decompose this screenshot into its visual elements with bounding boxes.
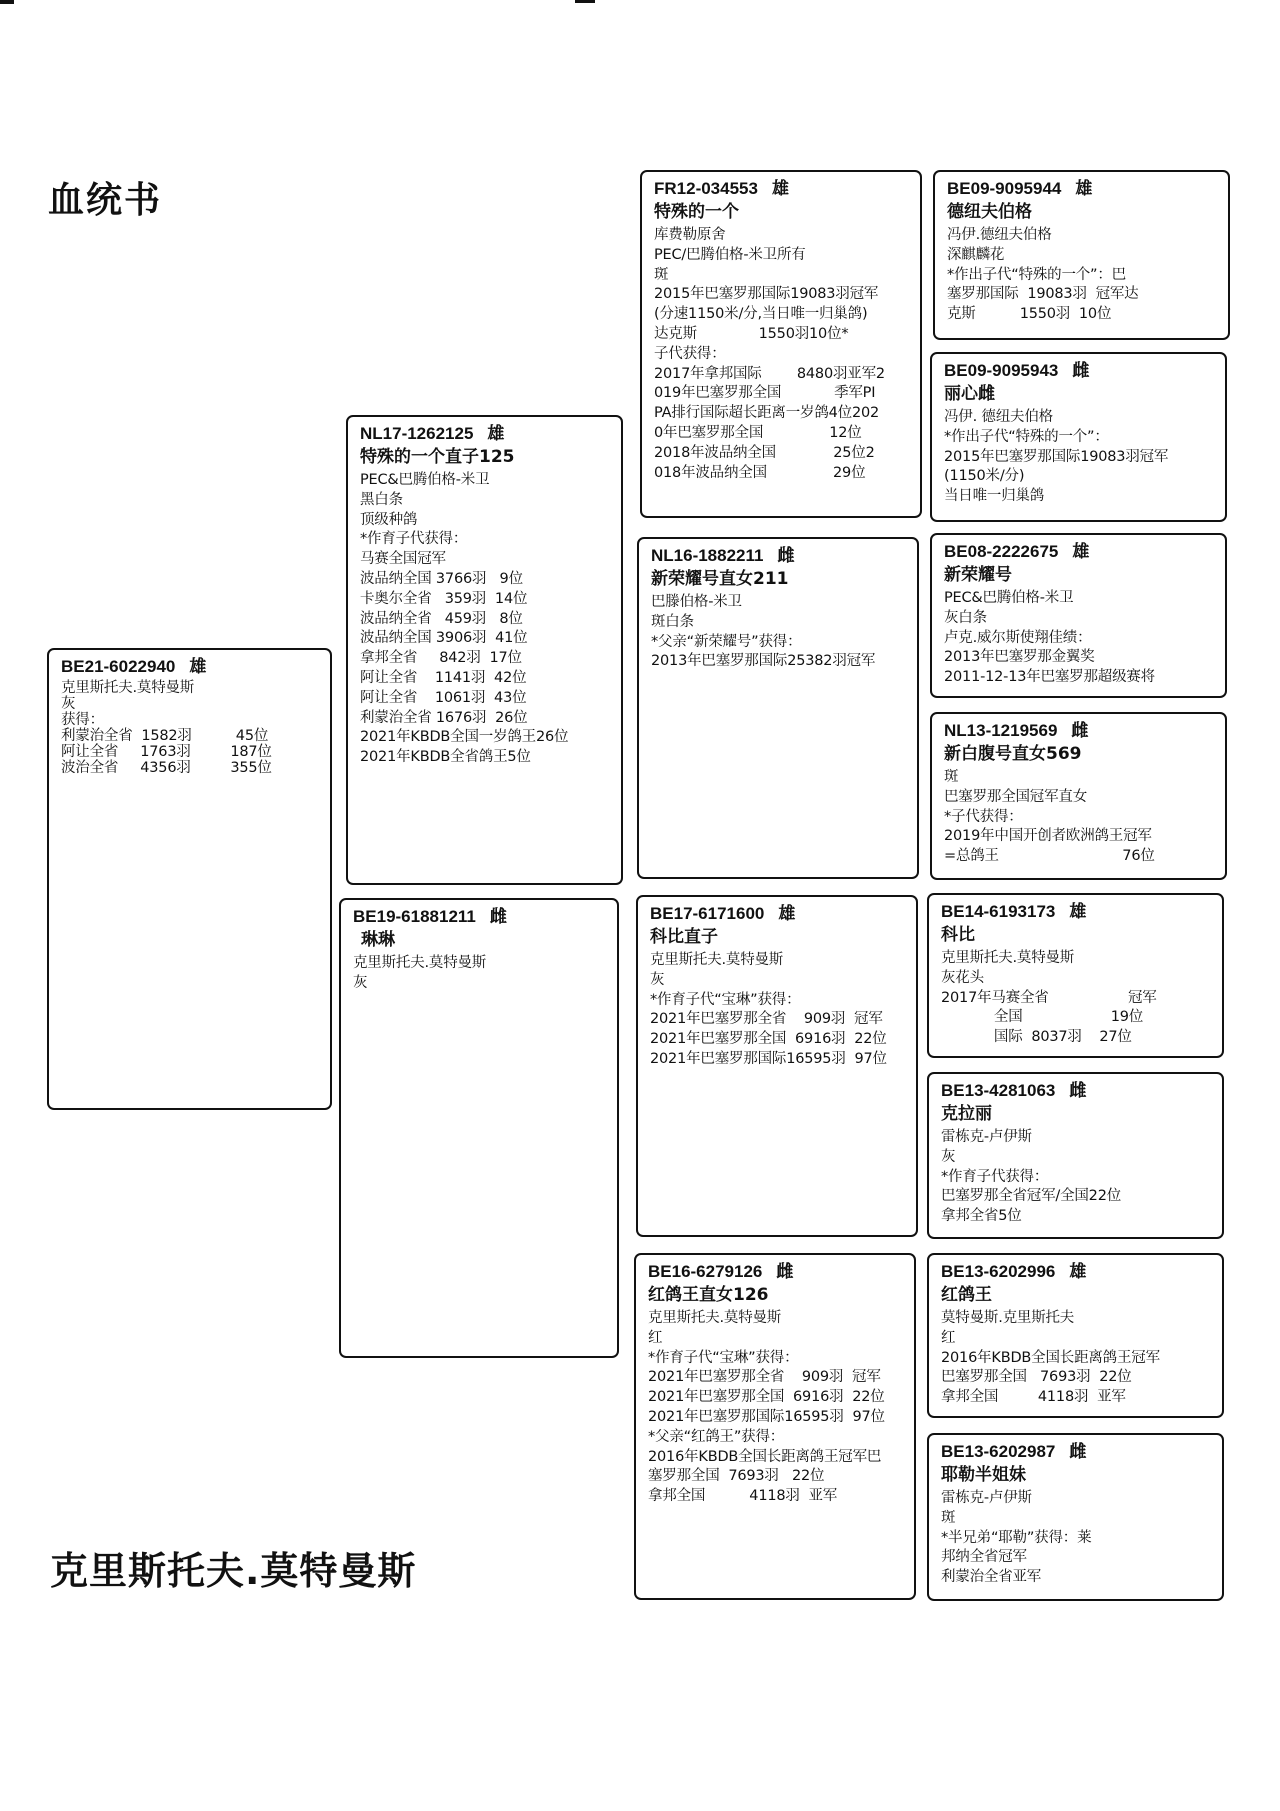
card-notes bbox=[650, 951, 906, 1070]
scan-mark bbox=[575, 0, 595, 3]
note-line: 阿让全省 1061羽 43位 bbox=[360, 689, 527, 706]
card-notes bbox=[944, 589, 1215, 688]
note-line: 2021年KBDB全省鸽王5位 bbox=[360, 749, 531, 766]
sex-label: 雌 bbox=[1072, 361, 1090, 380]
note-line: *作育子代“宝琳”获得： bbox=[648, 1349, 799, 1366]
card-header bbox=[651, 545, 907, 567]
card-header bbox=[944, 360, 1215, 382]
card-notes bbox=[61, 680, 320, 776]
card-header bbox=[944, 541, 1215, 563]
note-line: 2019年中国开创者欧洲鸽王冠军 bbox=[944, 828, 1152, 845]
card-notes bbox=[353, 954, 607, 994]
note-line: 塞罗那国际 19083羽 冠军达 bbox=[947, 286, 1139, 303]
card-header bbox=[941, 1080, 1212, 1102]
note-line: 雷栋克-卢伊斯 bbox=[941, 1490, 1032, 1506]
note-line: 2015年巴塞罗那国际19083羽冠军 bbox=[654, 286, 879, 303]
note-line: 利蒙治全省亚军 bbox=[941, 1569, 1042, 1586]
ring-number: BE13-4281063 bbox=[941, 1081, 1056, 1100]
pedigree-card-ggp-1 bbox=[933, 170, 1230, 340]
ring-number: FR12-034553 bbox=[654, 179, 758, 198]
note-line: 斑白条 bbox=[651, 613, 694, 630]
pedigree-card-ggp-7 bbox=[927, 1253, 1224, 1418]
bird-name: 红鸽王直女126 bbox=[648, 1285, 769, 1305]
pedigree-card-subject bbox=[47, 648, 332, 1110]
note-line: 冯伊.德纽夫伯格 bbox=[947, 227, 1052, 243]
pedigree-card-ggp-2 bbox=[930, 352, 1227, 522]
bird-name: 特殊的一个 bbox=[654, 202, 739, 222]
note-line: 利蒙治全省 1676羽 26位 bbox=[360, 709, 528, 726]
note-line: =总鸽王 76位 bbox=[944, 848, 1155, 865]
note-line: 2021年KBDB全国一岁鸽王26位 bbox=[360, 729, 569, 746]
note-line: 2021年巴塞罗那全国 6916羽 22位 bbox=[648, 1389, 885, 1406]
note-line: 利蒙治全省 1582羽 45位 bbox=[61, 728, 269, 744]
ring-number: BE09-9095944 bbox=[947, 179, 1062, 198]
note-line: 019年巴塞罗那全国 季军PI bbox=[654, 385, 876, 402]
note-line: 红 bbox=[941, 1329, 956, 1346]
card-notes bbox=[941, 1489, 1212, 1588]
note-line: 拿邦全国 4118羽 亚军 bbox=[648, 1488, 838, 1505]
note-line: 拿邦全省 842羽 17位 bbox=[360, 650, 522, 667]
sex-label: 雄 bbox=[189, 657, 207, 676]
note-line: 灰 bbox=[941, 1148, 956, 1165]
note-line: 国际 8037羽 27位 bbox=[941, 1029, 1132, 1046]
bird-name: 新白腹号直女569 bbox=[944, 744, 1082, 764]
note-line: 达克斯 1550羽10位* bbox=[654, 325, 849, 342]
sex-label: 雄 bbox=[778, 904, 796, 923]
note-line: 2018年波品纳全国 25位2 bbox=[654, 444, 875, 461]
pedigree-card-sire-sire bbox=[640, 170, 922, 518]
note-line: 巴塞罗那全国 7693羽 22位 bbox=[941, 1369, 1132, 1386]
note-line: 灰 bbox=[650, 971, 665, 988]
note-line: 获得： bbox=[61, 712, 104, 728]
pedigree-card-dam bbox=[339, 898, 619, 1358]
bird-name: 科比 bbox=[941, 925, 975, 945]
note-line: 库费勒原舍 bbox=[654, 227, 726, 243]
note-line: 塞罗那全国 7693羽 22位 bbox=[648, 1468, 825, 1485]
ring-number: BE13-6202987 bbox=[941, 1442, 1056, 1461]
ring-number: BE13-6202996 bbox=[941, 1262, 1056, 1281]
sex-label: 雌 bbox=[1069, 1081, 1087, 1100]
note-line: *父亲“新荣耀号”获得： bbox=[651, 633, 802, 650]
sex-label: 雄 bbox=[1075, 179, 1093, 198]
card-notes bbox=[648, 1309, 904, 1507]
note-line: 克里斯托夫.莫特曼斯 bbox=[941, 950, 1075, 966]
note-line: 2021年巴塞罗那国际16595羽 97位 bbox=[648, 1408, 885, 1425]
bird-name: 新荣耀号直女211 bbox=[651, 569, 789, 589]
card-notes bbox=[944, 768, 1215, 867]
note-line: 马赛全国冠军 bbox=[360, 551, 446, 568]
note-line: 顶级种鸽 bbox=[360, 511, 418, 528]
card-header bbox=[61, 656, 320, 678]
note-line: *半兄弟“耶勒”获得：莱 bbox=[941, 1529, 1092, 1546]
ring-number: BE19-61881211 bbox=[353, 907, 476, 926]
note-line: 斑 bbox=[944, 769, 959, 785]
note-line: 巴塞罗那全国冠军直女 bbox=[944, 788, 1087, 805]
note-line: 斑 bbox=[654, 266, 669, 283]
note-line: *作出子代“特殊的一个”：巴 bbox=[947, 266, 1126, 283]
ring-number: BE08-2222675 bbox=[944, 542, 1059, 561]
note-line: *父亲“红鸽王”获得： bbox=[648, 1428, 785, 1445]
note-line: 邦纳全省冠军 bbox=[941, 1549, 1027, 1566]
bird-name: 特殊的一个直子125 bbox=[360, 447, 515, 467]
ring-number: BE17-6171600 bbox=[650, 904, 765, 923]
note-line: 2017年马赛全省 冠军 bbox=[941, 989, 1157, 1006]
card-header bbox=[947, 178, 1218, 200]
sex-label: 雄 bbox=[1069, 902, 1087, 921]
sex-label: 雄 bbox=[771, 179, 789, 198]
note-line: 2021年巴塞罗那全省 909羽 冠军 bbox=[650, 1011, 883, 1028]
note-line: PA排行国际超长距离一岁鸽4位202 bbox=[654, 405, 880, 422]
bird-name: 德纽夫伯格 bbox=[947, 202, 1032, 222]
sex-label: 雌 bbox=[776, 1262, 794, 1281]
ring-number: NL16-1882211 bbox=[651, 546, 764, 565]
note-line: 拿邦全省5位 bbox=[941, 1208, 1022, 1225]
bird-name: 新荣耀号 bbox=[944, 565, 1012, 585]
card-header bbox=[360, 423, 611, 445]
note-line: 波品纳全国 3906羽 41位 bbox=[360, 630, 528, 647]
note-line: 灰 bbox=[61, 696, 76, 712]
sex-label: 雄 bbox=[1072, 542, 1090, 561]
note-line: 巴滕伯格-米卫 bbox=[651, 594, 742, 610]
pedigree-card-ggp-8 bbox=[927, 1433, 1224, 1601]
card-header bbox=[941, 1261, 1212, 1283]
note-line: 子代获得： bbox=[654, 345, 726, 362]
pedigree-card-sire bbox=[346, 415, 623, 885]
card-header bbox=[648, 1261, 904, 1283]
card-notes bbox=[651, 593, 907, 672]
ring-number: BE21-6022940 bbox=[61, 657, 176, 676]
note-line: *作出子代“特殊的一个”： bbox=[944, 428, 1109, 445]
card-header bbox=[353, 906, 607, 928]
note-line: (1150米/分) bbox=[944, 468, 1025, 485]
note-line: 2011-12-13年巴塞罗那超级赛将 bbox=[944, 669, 1155, 686]
card-notes bbox=[360, 471, 611, 768]
ring-number: BE14-6193173 bbox=[941, 902, 1056, 921]
card-notes bbox=[941, 1309, 1212, 1408]
card-header bbox=[941, 901, 1212, 923]
note-line: 卢克.威尔斯使翔佳绩： bbox=[944, 629, 1092, 646]
sex-label: 雌 bbox=[1069, 1442, 1087, 1461]
note-line: 克里斯托夫.莫特曼斯 bbox=[61, 680, 195, 696]
card-header bbox=[650, 903, 906, 925]
note-line: 拿邦全国 4118羽 亚军 bbox=[941, 1389, 1126, 1406]
note-line: 阿让全省 1141羽 42位 bbox=[360, 669, 527, 686]
note-line: 克斯 1550羽 10位 bbox=[947, 306, 1112, 323]
ring-number: NL17-1262125 bbox=[360, 424, 474, 443]
note-line: 2021年巴塞罗那国际16595羽 97位 bbox=[650, 1050, 887, 1067]
note-line: 冯伊. 德纽夫伯格 bbox=[944, 409, 1053, 425]
pedigree-card-ggp-3 bbox=[930, 533, 1227, 698]
card-header bbox=[944, 720, 1215, 742]
scan-mark bbox=[0, 0, 14, 4]
note-line: *作育子代获得： bbox=[360, 531, 468, 548]
note-line: 红 bbox=[648, 1329, 663, 1346]
page-title: 血统书 bbox=[48, 180, 163, 221]
note-line: 2021年巴塞罗那全国 6916羽 22位 bbox=[650, 1031, 887, 1048]
ring-number: NL13-1219569 bbox=[944, 721, 1058, 740]
note-line: 2013年巴塞罗那金翼奖 bbox=[944, 649, 1095, 666]
card-notes bbox=[944, 408, 1215, 507]
owner-name: 克里斯托夫.莫特曼斯 bbox=[50, 1549, 417, 1593]
bird-name: 琳琳 bbox=[361, 930, 395, 950]
pedigree-card-ggp-5 bbox=[927, 893, 1224, 1058]
sex-label: 雌 bbox=[1071, 721, 1089, 740]
sex-label: 雄 bbox=[1069, 1262, 1087, 1281]
note-line: 波品纳全省 459羽 8位 bbox=[360, 610, 523, 627]
note-line: 2021年巴塞罗那全省 909羽 冠军 bbox=[648, 1369, 881, 1386]
note-line: 莫特曼斯.克里斯托夫 bbox=[941, 1310, 1075, 1326]
bird-name: 丽心雌 bbox=[944, 384, 995, 404]
note-line: 2016年KBDB全国长距离鸽王冠军 bbox=[941, 1349, 1160, 1366]
sex-label: 雌 bbox=[489, 907, 507, 926]
note-line: *子代获得： bbox=[944, 808, 1023, 825]
note-line: 灰白条 bbox=[944, 609, 987, 626]
note-line: 雷栋克-卢伊斯 bbox=[941, 1129, 1032, 1145]
note-line: *作育子代获得： bbox=[941, 1168, 1049, 1185]
pedigree-card-ggp-4 bbox=[930, 712, 1227, 880]
pedigree-card-sire-dam bbox=[637, 537, 919, 879]
note-line: 巴塞罗那全省冠军/全国22位 bbox=[941, 1188, 1122, 1205]
card-header bbox=[654, 178, 910, 200]
note-line: 2016年KBDB全国长距离鸽王冠军巴 bbox=[648, 1448, 882, 1465]
note-line: 阿让全省 1763羽 187位 bbox=[61, 744, 272, 760]
note-line: PEC&巴腾伯格-米卫 bbox=[944, 590, 1074, 606]
note-line: 全国 19位 bbox=[941, 1009, 1144, 1026]
note-line: 克里斯托夫.莫特曼斯 bbox=[650, 952, 784, 968]
note-line: PEC/巴腾伯格-米卫所有 bbox=[654, 246, 806, 263]
note-line: 克里斯托夫.莫特曼斯 bbox=[648, 1310, 782, 1326]
note-line: *作育子代“宝琳”获得： bbox=[650, 991, 801, 1008]
sex-label: 雌 bbox=[777, 546, 795, 565]
note-line: 波品纳全国 3766羽 9位 bbox=[360, 570, 523, 587]
note-line: 斑 bbox=[941, 1509, 956, 1526]
card-notes bbox=[654, 226, 910, 483]
note-line: 2013年巴塞罗那国际25382羽冠军 bbox=[651, 653, 876, 670]
card-notes bbox=[947, 226, 1218, 325]
note-line: 卡奥尔全省 359羽 14位 bbox=[360, 590, 528, 607]
note-line: 深麒麟花 bbox=[947, 246, 1005, 263]
note-line: 当日唯一归巢鸽 bbox=[944, 488, 1045, 505]
pedigree-card-dam-sire bbox=[636, 895, 918, 1237]
note-line: PEC&巴腾伯格-米卫 bbox=[360, 472, 490, 488]
note-line: 克里斯托夫.莫特曼斯 bbox=[353, 955, 487, 971]
ring-number: BE16-6279126 bbox=[648, 1262, 763, 1281]
note-line: 波治全省 4356羽 355位 bbox=[61, 760, 272, 776]
bird-name: 科比直子 bbox=[650, 927, 718, 947]
card-notes bbox=[941, 1128, 1212, 1227]
note-line: 灰 bbox=[353, 974, 368, 991]
sex-label: 雄 bbox=[487, 424, 505, 443]
bird-name: 克拉丽 bbox=[941, 1104, 992, 1124]
note-line: 灰花头 bbox=[941, 969, 984, 986]
note-line: 2015年巴塞罗那国际19083羽冠军 bbox=[944, 448, 1169, 465]
ring-number: BE09-9095943 bbox=[944, 361, 1059, 380]
note-line: 2017年拿邦国际 8480羽亚军2 bbox=[654, 365, 885, 382]
note-line: 黑白条 bbox=[360, 491, 403, 508]
card-notes bbox=[941, 949, 1212, 1048]
bird-name: 耶勒半姐妹 bbox=[941, 1465, 1026, 1485]
card-header bbox=[941, 1441, 1212, 1463]
pedigree-card-ggp-6 bbox=[927, 1072, 1224, 1239]
note-line: (分速1150米/分,当日唯一归巢鸽) bbox=[654, 306, 868, 323]
note-line: 018年波品纳全国 29位 bbox=[654, 464, 866, 481]
bird-name: 红鸽王 bbox=[941, 1285, 992, 1305]
pedigree-card-dam-dam bbox=[634, 1253, 916, 1600]
note-line: 0年巴塞罗那全国 12位 bbox=[654, 424, 862, 441]
